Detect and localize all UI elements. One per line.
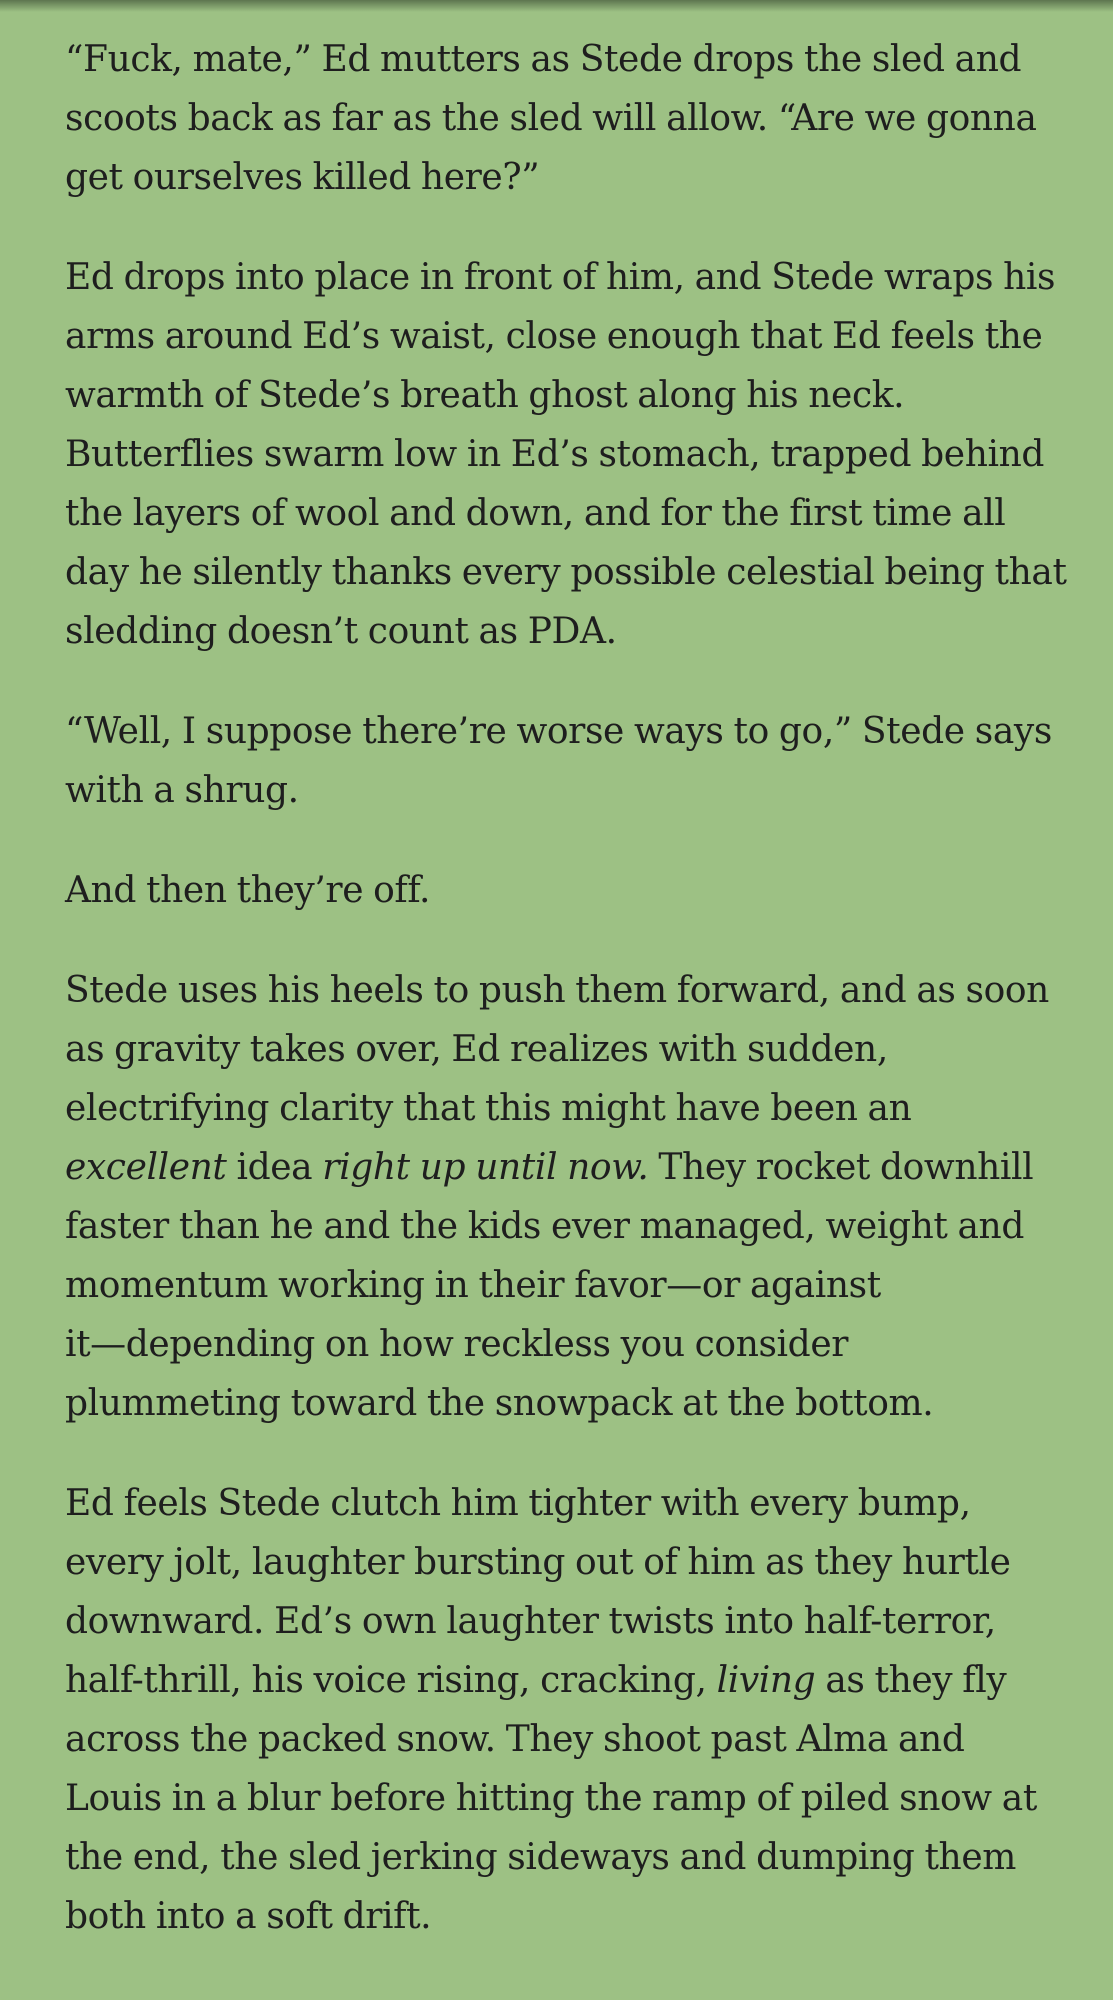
text-line <box>65 1592 1065 1651</box>
text-run: And then they’re off. <box>65 870 431 911</box>
italic-emphasis: right up until now. <box>322 1147 649 1188</box>
text-run: Ed drops into place in front of him, and Stede wraps his <box>65 257 1056 298</box>
text-run: across the packed snow. They shoot past Alma and <box>65 1719 965 1760</box>
paragraph <box>65 1474 1065 1946</box>
text-run: it—depending on how reckless you consider <box>65 1324 849 1365</box>
text-line <box>65 1710 1065 1769</box>
text-run: both into a soft drift. <box>65 1896 432 1937</box>
text-run: faster than he and the kids ever managed, weight and <box>65 1206 1024 1247</box>
text-line <box>65 1256 1065 1315</box>
text-line <box>65 543 1065 602</box>
text-line <box>65 861 1065 920</box>
text-line <box>65 602 1065 661</box>
text-line <box>65 1079 1065 1138</box>
text-run: get ourselves killed here?” <box>65 157 540 198</box>
text-run: downward. Ed’s own laughter twists into half-terror, <box>65 1601 996 1642</box>
text-run: every jolt, laughter bursting out of him as they hurtle <box>65 1542 1011 1583</box>
text-run: the layers of wool and down, and for the first time all <box>65 493 1006 534</box>
text-run: warmth of Stede’s breath ghost along his neck. <box>65 375 905 416</box>
text-run: Butterflies swarm low in Ed’s stomach, trapped behind <box>65 434 1045 475</box>
text-line <box>65 366 1065 425</box>
text-line <box>65 1769 1065 1828</box>
text-line <box>65 1374 1065 1433</box>
text-run: with a shrug. <box>65 770 299 811</box>
text-line <box>65 89 1065 148</box>
paragraph <box>65 861 1065 920</box>
text-run: the end, the sled jerking sideways and dumping them <box>65 1837 1016 1878</box>
text-run: sledding doesn’t count as PDA. <box>65 611 617 652</box>
text-line <box>65 30 1065 89</box>
text-run: as gravity takes over, Ed realizes with sudden, <box>65 1029 888 1070</box>
text-run: half-thrill, his voice rising, cracking, <box>65 1660 717 1701</box>
text-line <box>65 1828 1065 1887</box>
text-run: momentum working in their favor—or against <box>65 1265 881 1306</box>
text-line <box>65 761 1065 820</box>
text-run: Stede uses his heels to push them forward, and as soon <box>65 970 1049 1011</box>
text-line <box>65 961 1065 1020</box>
paragraph <box>65 961 1065 1433</box>
text-run: plummeting toward the snowpack at the bottom. <box>65 1383 934 1424</box>
text-run: Louis in a blur before hitting the ramp of piled snow at <box>65 1778 1037 1819</box>
text-line <box>65 1533 1065 1592</box>
reader-text <box>65 30 1065 1946</box>
italic-emphasis: excellent <box>65 1147 227 1188</box>
text-line <box>65 307 1065 366</box>
text-run: scoots back as far as the sled will allow. “Are we gonna <box>65 98 1037 139</box>
text-line <box>65 1315 1065 1374</box>
text-run: Ed feels Stede clutch him tighter with every bump, <box>65 1483 971 1524</box>
text-line <box>65 1474 1065 1533</box>
text-line <box>65 1020 1065 1079</box>
paragraph <box>65 30 1065 207</box>
italic-emphasis: living <box>716 1660 816 1701</box>
text-run: as they fly <box>815 1660 1007 1701</box>
text-run: They rocket downhill <box>648 1147 1034 1188</box>
text-line <box>65 1138 1065 1197</box>
text-line <box>65 425 1065 484</box>
paragraph <box>65 248 1065 661</box>
text-line <box>65 248 1065 307</box>
text-line <box>65 484 1065 543</box>
text-run: arms around Ed’s waist, close enough that Ed feels the <box>65 316 1043 357</box>
text-line <box>65 1887 1065 1946</box>
text-run: day he silently thanks every possible celestial being that <box>65 552 1067 593</box>
text-line <box>65 702 1065 761</box>
text-run: idea <box>226 1147 323 1188</box>
text-line <box>65 1651 1065 1710</box>
text-line <box>65 148 1065 207</box>
text-line <box>65 1197 1065 1256</box>
text-run: electrifying clarity that this might have been an <box>65 1088 912 1129</box>
text-run: “Well, I suppose there’re worse ways to go,” Stede says <box>65 711 1052 752</box>
text-run: “Fuck, mate,” Ed mutters as Stede drops the sled and <box>65 39 1022 80</box>
paragraph <box>65 702 1065 820</box>
top-shadow <box>0 0 1113 12</box>
